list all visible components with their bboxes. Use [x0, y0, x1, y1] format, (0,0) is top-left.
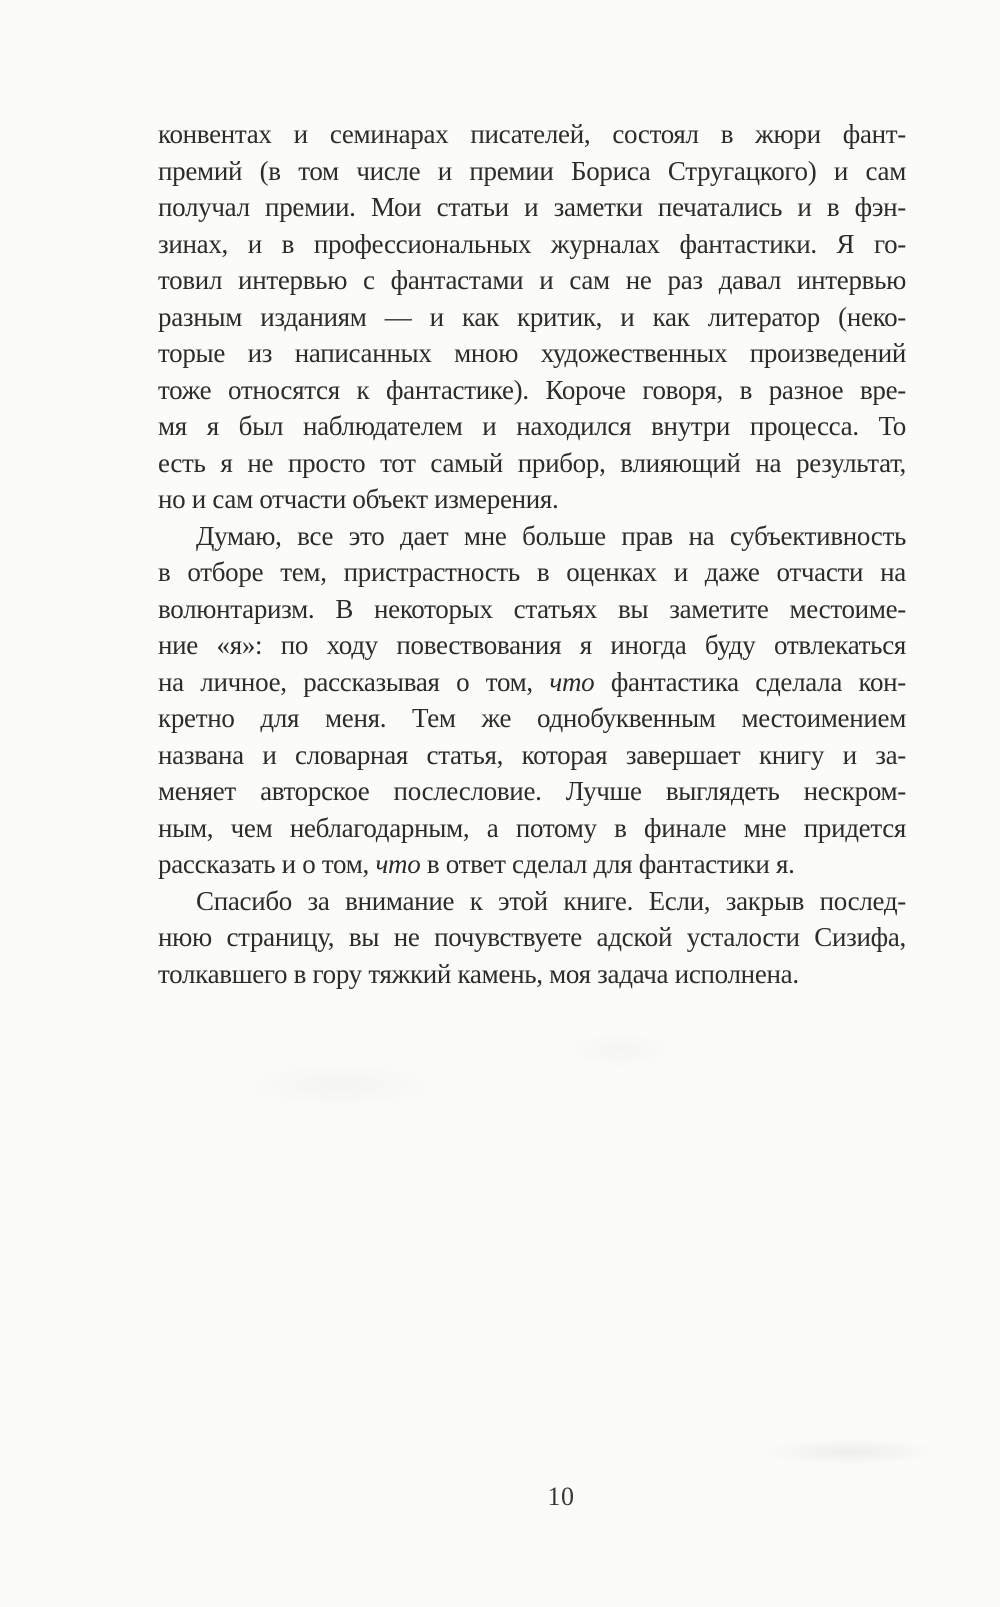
text-line — [158, 372, 906, 409]
text-line — [158, 518, 906, 555]
text-line — [158, 883, 906, 920]
text-segment: меняет авторское послесловие. Лучше выглядеть нескром- — [158, 776, 906, 806]
text-segment: фантастика сделала кон- — [594, 666, 906, 697]
text-block — [158, 116, 906, 992]
scan-artifact — [230, 1060, 450, 1110]
text-line — [158, 664, 906, 701]
text-line — [158, 846, 906, 883]
text-line — [158, 408, 906, 445]
text-segment: зинах, и в профессиональных журналах фантастики. Я го- — [158, 228, 906, 259]
text-line — [158, 919, 906, 956]
text-segment: Спасибо за внимание к этой книге. Если, закрыв послед- — [196, 885, 906, 916]
italic-text: что — [549, 666, 595, 697]
text-line — [158, 700, 906, 737]
text-segment: ным, чем неблагодарным, а потому в финале мне придется — [158, 812, 906, 843]
page-number: 10 — [547, 1482, 575, 1511]
text-segment: получал премии. Мои статьи и заметки печатались и в фэн- — [158, 192, 906, 222]
text-segment: кретно для меня. Тем же однобуквенным местоимением — [158, 703, 906, 733]
scan-artifact — [760, 1438, 940, 1466]
text-line — [158, 189, 906, 226]
text-line — [158, 335, 906, 372]
scan-artifact — [560, 1030, 680, 1070]
text-line — [158, 262, 906, 299]
text-line — [158, 445, 906, 482]
text-line — [158, 737, 906, 774]
text-segment: рассказать и о том, — [158, 849, 376, 879]
text-segment: но и сам отчасти объект измерения. — [158, 484, 559, 514]
text-segment: названа и словарная статья, которая завершает книгу и за- — [158, 739, 906, 770]
text-line — [158, 773, 906, 810]
text-line — [158, 226, 906, 263]
text-segment: в ответ сделал для фантастики я. — [420, 849, 795, 879]
text-segment: мя я был наблюдателем и находился внутри процесса. То — [158, 411, 906, 441]
text-line — [158, 116, 906, 153]
text-segment: нюю страницу, вы не почувствуете адской усталости Сизифа, — [158, 922, 906, 952]
text-line — [158, 810, 906, 847]
text-segment: тоже относятся к фантастике). Короче говоря, в разное вре- — [158, 374, 906, 405]
text-segment: разным изданиям — и как критик, и как литератор (неко- — [158, 301, 906, 332]
text-line — [158, 591, 906, 628]
text-segment: конвентах и семинарах писателей, состоял в жюри фант- — [158, 119, 906, 149]
text-line — [158, 554, 906, 591]
italic-text: что — [375, 849, 421, 879]
text-line — [158, 153, 906, 190]
text-segment: торые из написанных мною художественных произведений — [158, 338, 906, 368]
text-segment: в отборе тем, пристрастность в оценках и даже отчасти на — [158, 557, 906, 587]
text-line — [158, 627, 906, 664]
text-line — [158, 481, 906, 518]
text-segment: есть я не просто тот самый прибор, влияющий на результат, — [158, 447, 906, 478]
text-line — [158, 956, 906, 993]
text-segment: толкавшего в гору тяжкий камень, моя задача исполнена. — [158, 958, 799, 989]
text-segment: премий (в том числе и премии Бориса Стругацкого) и сам — [158, 155, 906, 186]
text-segment: ние «я»: по ходу повествования я иногда буду отвлекаться — [158, 630, 906, 660]
paragraph — [158, 883, 906, 993]
text-line — [158, 299, 906, 336]
text-segment: на личное, рассказывая о том, — [158, 666, 550, 697]
paragraph — [158, 518, 906, 883]
paragraph — [158, 116, 906, 518]
text-segment: товил интервью с фантастами и сам не раз давал интервью — [158, 265, 906, 295]
text-segment: Думаю, все это дает мне больше прав на субъективность — [196, 520, 906, 551]
text-segment: волюнтаризм. В некоторых статьях вы заметите местоиме- — [158, 593, 906, 624]
